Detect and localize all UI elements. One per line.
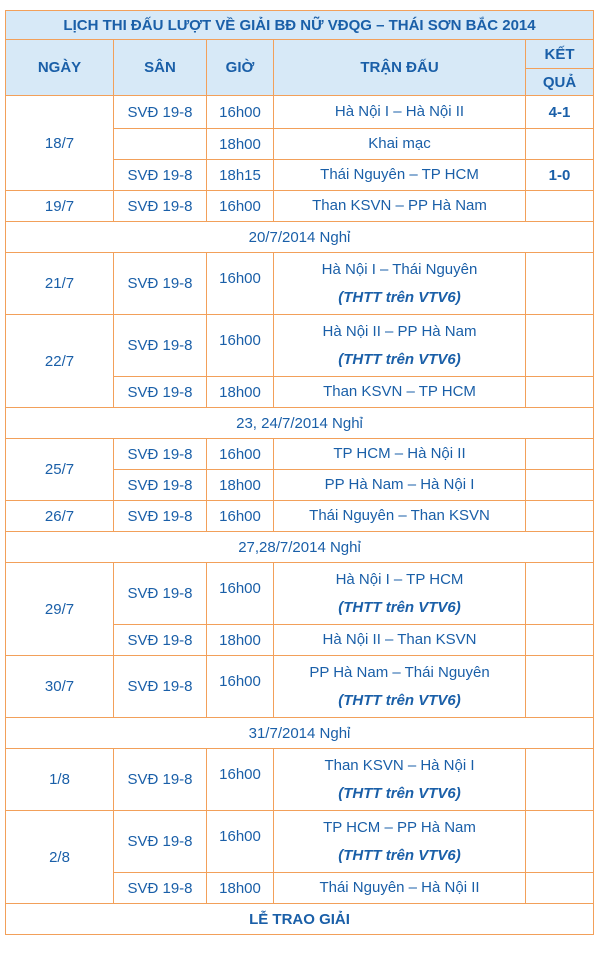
broadcast-note: (THTT trên VTV6)	[338, 598, 461, 616]
match-venue: SVĐ 19-8	[114, 811, 207, 873]
match-venue: SVĐ 19-8	[114, 873, 207, 904]
match-fixture	[274, 749, 526, 811]
match-fixture	[274, 811, 526, 873]
match-fixture	[274, 377, 526, 408]
match-row	[6, 501, 594, 532]
match-venue: SVĐ 19-8	[114, 439, 207, 470]
broadcast-note: (THTT trên VTV6)	[338, 350, 461, 368]
match-time: 16h00	[207, 749, 274, 811]
broadcast-note: (THTT trên VTV6)	[338, 784, 461, 802]
match-row	[6, 253, 594, 315]
match-teams: PP Hà Nam – Hà Nội I	[324, 476, 475, 493]
match-fixture	[274, 253, 526, 315]
match-teams: TP HCM – PP Hà Nam	[323, 818, 476, 836]
header-venue: SÂN	[114, 40, 207, 96]
match-venue: SVĐ 19-8	[114, 253, 207, 315]
header-time: GIỜ	[207, 40, 274, 96]
match-date: 19/7	[6, 191, 114, 222]
match-time: 18h00	[207, 377, 274, 408]
match-fixture	[274, 563, 526, 625]
match-teams: Khai mạc	[368, 135, 431, 152]
rest-day-row	[6, 718, 594, 749]
header-result-line2: QUẢ	[526, 69, 594, 96]
rest-day-label: 23, 24/7/2014 Nghỉ	[6, 408, 594, 439]
header-result-line1: KẾT	[526, 40, 594, 69]
match-fixture	[274, 96, 526, 129]
match-time: 16h00	[207, 811, 274, 873]
match-venue: SVĐ 19-8	[114, 470, 207, 501]
match-venue: SVĐ 19-8	[114, 749, 207, 811]
match-result	[526, 253, 594, 315]
match-result	[526, 625, 594, 656]
match-result	[526, 749, 594, 811]
match-venue: SVĐ 19-8	[114, 501, 207, 532]
match-date: 21/7	[6, 253, 114, 315]
match-result	[526, 501, 594, 532]
match-date: 30/7	[6, 656, 114, 718]
match-time: 18h00	[207, 873, 274, 904]
match-teams: Than KSVN – Hà Nội I	[324, 756, 475, 774]
match-date: 22/7	[6, 315, 114, 408]
match-date: 18/7	[6, 96, 114, 191]
match-fixture	[274, 129, 526, 160]
match-row	[6, 439, 594, 470]
match-result: 1-0	[526, 160, 594, 191]
match-time: 18h00	[207, 470, 274, 501]
match-teams: Than KSVN – PP Hà Nam	[312, 197, 487, 214]
match-time: 16h00	[207, 191, 274, 222]
match-teams: Hà Nội I – TP HCM	[335, 570, 464, 588]
match-result	[526, 315, 594, 377]
match-result	[526, 563, 594, 625]
match-teams: TP HCM – Hà Nội II	[333, 445, 466, 462]
match-date: 26/7	[6, 501, 114, 532]
match-teams: Thái Nguyên – Hà Nội II	[319, 879, 480, 896]
rest-day-label: 20/7/2014 Nghỉ	[6, 222, 594, 253]
match-time: 18h15	[207, 160, 274, 191]
match-row	[6, 811, 594, 873]
match-result	[526, 873, 594, 904]
match-time: 16h00	[207, 439, 274, 470]
match-venue: SVĐ 19-8	[114, 656, 207, 718]
match-result: 4-1	[526, 96, 594, 129]
match-result	[526, 470, 594, 501]
match-teams: Thái Nguyên – Than KSVN	[309, 507, 490, 524]
header-date: NGÀY	[6, 40, 114, 96]
match-fixture	[274, 470, 526, 501]
match-teams: Hà Nội I – Hà Nội II	[334, 103, 465, 120]
match-date: 1/8	[6, 749, 114, 811]
rest-day-label: 31/7/2014 Nghỉ	[6, 718, 594, 749]
table-title: LỊCH THI ĐẤU LƯỢT VỀ GIẢI BĐ NỮ VĐQG – THÁI SƠN BẮC 2014	[6, 11, 594, 40]
match-result	[526, 191, 594, 222]
match-venue: SVĐ 19-8	[114, 625, 207, 656]
match-venue	[114, 129, 207, 160]
match-row	[6, 96, 594, 129]
match-fixture	[274, 191, 526, 222]
match-fixture	[274, 315, 526, 377]
match-time: 18h00	[207, 625, 274, 656]
match-date: 29/7	[6, 563, 114, 656]
rest-day-label: 27,28/7/2014 Nghỉ	[6, 532, 594, 563]
match-teams: Than KSVN – TP HCM	[323, 383, 476, 400]
match-result	[526, 656, 594, 718]
match-fixture	[274, 501, 526, 532]
rest-day-row	[6, 408, 594, 439]
match-teams: Hà Nội II – Than KSVN	[322, 631, 477, 648]
match-teams: PP Hà Nam – Thái Nguyên	[309, 663, 490, 681]
match-time: 16h00	[207, 656, 274, 718]
match-venue: SVĐ 19-8	[114, 563, 207, 625]
match-time: 18h00	[207, 129, 274, 160]
match-venue: SVĐ 19-8	[114, 96, 207, 129]
schedule-table	[5, 10, 594, 935]
match-row	[6, 563, 594, 625]
match-result	[526, 439, 594, 470]
rest-day-row	[6, 532, 594, 563]
match-teams: Hà Nội II – PP Hà Nam	[322, 322, 477, 340]
broadcast-note: (THTT trên VTV6)	[338, 846, 461, 864]
match-result	[526, 811, 594, 873]
match-time: 16h00	[207, 96, 274, 129]
broadcast-note: (THTT trên VTV6)	[338, 691, 461, 709]
match-fixture	[274, 873, 526, 904]
match-row	[6, 315, 594, 377]
match-result	[526, 377, 594, 408]
match-result	[526, 129, 594, 160]
match-teams: Thái Nguyên – TP HCM	[320, 166, 479, 183]
match-date: 2/8	[6, 811, 114, 904]
rest-day-row	[6, 222, 594, 253]
match-fixture	[274, 439, 526, 470]
match-date: 25/7	[6, 439, 114, 501]
match-row	[6, 656, 594, 718]
match-time: 16h00	[207, 253, 274, 315]
award-ceremony: LỄ TRAO GIẢI	[6, 904, 594, 935]
match-teams: Hà Nội I – Thái Nguyên	[321, 260, 478, 278]
match-venue: SVĐ 19-8	[114, 160, 207, 191]
match-time: 16h00	[207, 563, 274, 625]
match-fixture	[274, 160, 526, 191]
match-time: 16h00	[207, 501, 274, 532]
match-fixture	[274, 656, 526, 718]
header-match: TRẬN ĐẤU	[274, 40, 526, 96]
broadcast-note: (THTT trên VTV6)	[338, 288, 461, 306]
match-venue: SVĐ 19-8	[114, 377, 207, 408]
match-venue: SVĐ 19-8	[114, 191, 207, 222]
match-row	[6, 191, 594, 222]
match-time: 16h00	[207, 315, 274, 377]
match-row	[6, 749, 594, 811]
match-fixture	[274, 625, 526, 656]
match-venue: SVĐ 19-8	[114, 315, 207, 377]
